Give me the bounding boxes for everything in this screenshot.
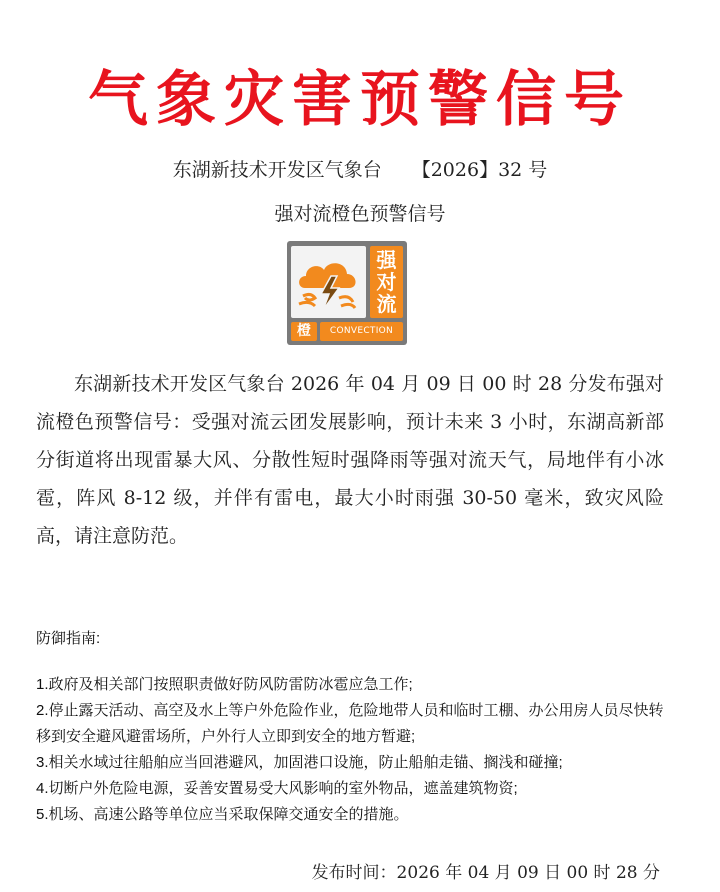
badge-char-1: 强	[376, 248, 397, 272]
signal-name: 强对流橙色预警信号	[274, 203, 446, 225]
badge-level: 橙	[291, 322, 317, 341]
warning-body: 东湖新技术开发区气象台 2026 年 04 月 09 日 00 时 28 分发布强对流橙色预警信号：受强对流云团发展影响，预计未来 3 小时，东湖高新部分街道将出现雷暴大风、分散性短时强降雨等强对流天气，局地伴有小冰雹，阵风 8-12 级，并伴有雷电，最大小时雨强 30-50 毫米，致灾风险高，请注意防范。	[36, 373, 664, 547]
guide-item: 1.政府及相关部门按照职责做好防风防雷防冰雹应急工作;	[36, 676, 413, 693]
issuer-name: 东湖新技术开发区气象台	[172, 159, 382, 181]
warning-badge	[287, 241, 407, 345]
badge-char-2: 对	[376, 270, 397, 294]
guide-item: 5.机场、高速公路等单位应当采取保障交通安全的措施。	[36, 806, 409, 823]
guide-item: 2.停止露天活动、高空及水上等户外危险作业，危险地带人员和临时工棚、办公用房人员尽快转移到安全避风避雷场所，户外行人立即到安全的地方暂避;	[36, 702, 664, 745]
badge-type-label	[370, 246, 403, 318]
badge-english-label: CONVECTION	[320, 322, 403, 341]
publish-time: 发布时间：2026 年 04 月 09 日 00 时 28 分	[311, 863, 660, 883]
guide-item: 3.相关水域过往船舶应当回港避风，加固港口设施，防止船舶走锚、搁浅和碰撞;	[36, 754, 563, 771]
guide-list	[36, 672, 672, 828]
guide-item: 4.切断户外危险电源，妥善安置易受大风影响的室外物品，遮盖建筑物资;	[36, 780, 518, 797]
convection-storm-icon	[291, 246, 366, 318]
badge-char-3: 流	[376, 292, 397, 316]
issuer-line	[0, 156, 720, 184]
guide-title: 防御指南:	[36, 630, 101, 647]
document-title: 气象灾害预警信号	[88, 65, 632, 135]
doc-number: 【2026】32 号	[411, 159, 548, 181]
